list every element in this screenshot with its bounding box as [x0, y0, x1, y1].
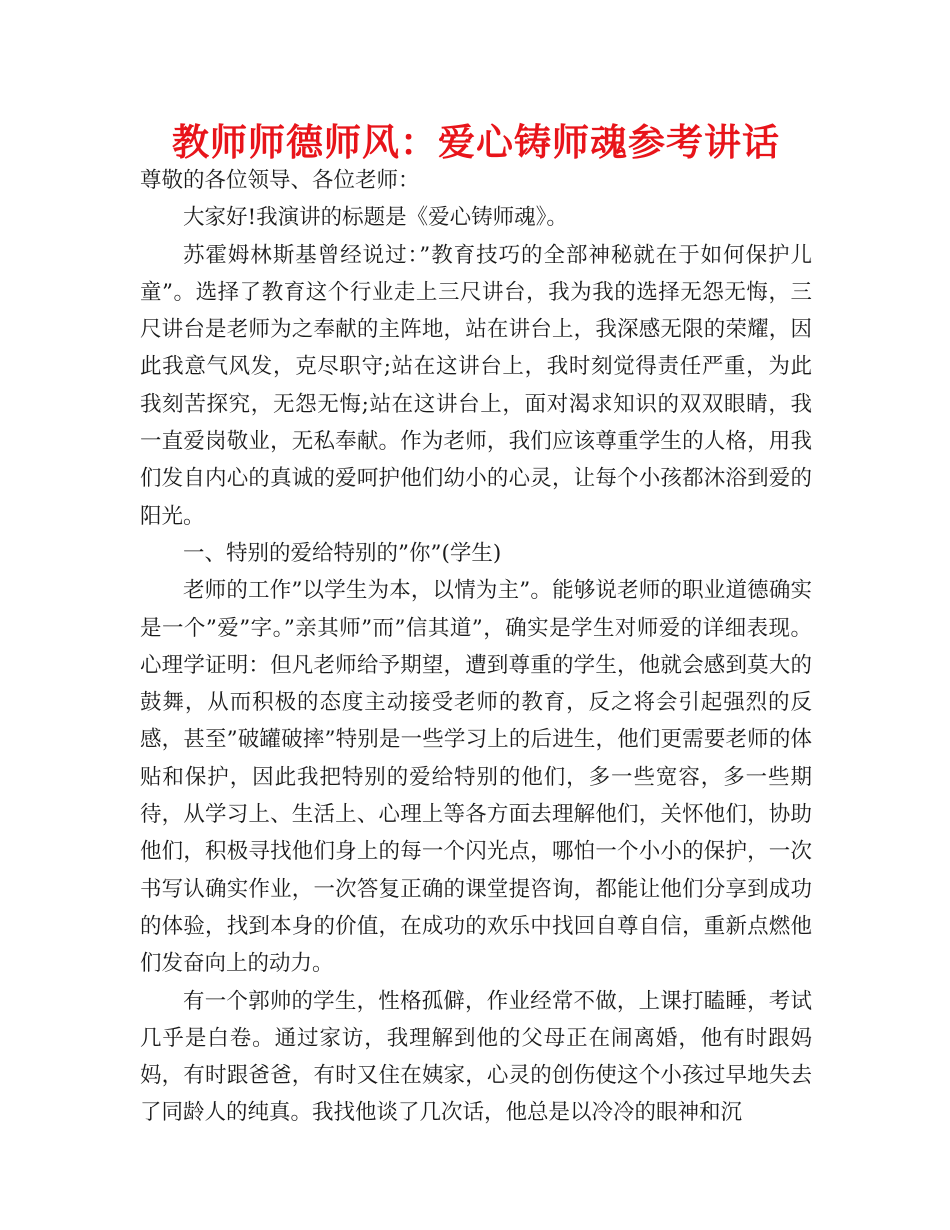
greeting-line: 尊敬的各位领导、各位老师： — [140, 168, 420, 193]
document-title: 教师师德师风：爱心铸师魂参考讲话 — [172, 121, 780, 164]
document-page — [140, 118, 812, 1132]
paragraph-student-story: 有一个郭帅的学生，性格孤僻，作业经常不做，上课打瞌睡，考试几乎是白卷。通过家访，我理解到他的父母正在闹离婚，他有时跟妈妈，有时跟爸爸，有时又住在姨家，心灵的创伤使这个小孩过早地失去了同龄人的纯真。我找他谈了几次话，他总是以冷冷的眼神和沉 — [140, 988, 812, 1126]
section-heading-1: 一、特别的爱给特别的”你”(学生) — [183, 540, 502, 566]
paragraph-quote: 苏霍姆林斯基曾经说过：”教育技巧的全部神秘就在于如何保护儿童”。选择了教育这个行业走上三尺讲台，我为我的选择无怨无悔，三尺讲台是老师为之奉献的主阵地，站在讲台上，我深感无限的荣耀，因此我意气风发，克尽职守;站在这讲台上，我时刻觉得责任严重，为此我刻苦探究，无怨无悔;站在这讲台上，面对渴求知识的双双眼睛，我一直爱岗敬业，无私奉献。作为老师，我们应该尊重学生的人格，用我们发自内心的真诚的爱呵护他们幼小的心灵，让每个小孩都沐浴到爱的阳光。 — [140, 242, 812, 529]
paragraph-teacher-work: 老师的工作”以学生为本，以情为主”。能够说老师的职业道德确实是一个”爱”字。”亲其师”而”信其道”，确实是学生对师爱的详细表现。心理学证明：但凡老师给予期望，遭到尊重的学生，他就会感到莫大的鼓舞，从而积极的态度主动接受老师的教育，反之将会引起强烈的反感，甚至”破罐破摔”特别是一些学习上的后进生，他们更需要老师的体贴和保护，因此我把特别的爱给特别的他们，多一些宽容，多一些期待，从学习上、生活上、心理上等各方面去理解他们，关怀他们，协助他们，积极寻找他们身上的每一个闪光点，哪怕一个小小的保护，一次书写认确实作业，一次答复正确的课堂提咨询，都能让他们分享到成功的体验，找到本身的价值，在成功的欢乐中找回自尊自信，重新点燃他们发奋向上的动力。 — [140, 578, 812, 977]
paragraph-intro: 大家好!我演讲的标题是《爱心铸师魂》。 — [183, 205, 568, 231]
